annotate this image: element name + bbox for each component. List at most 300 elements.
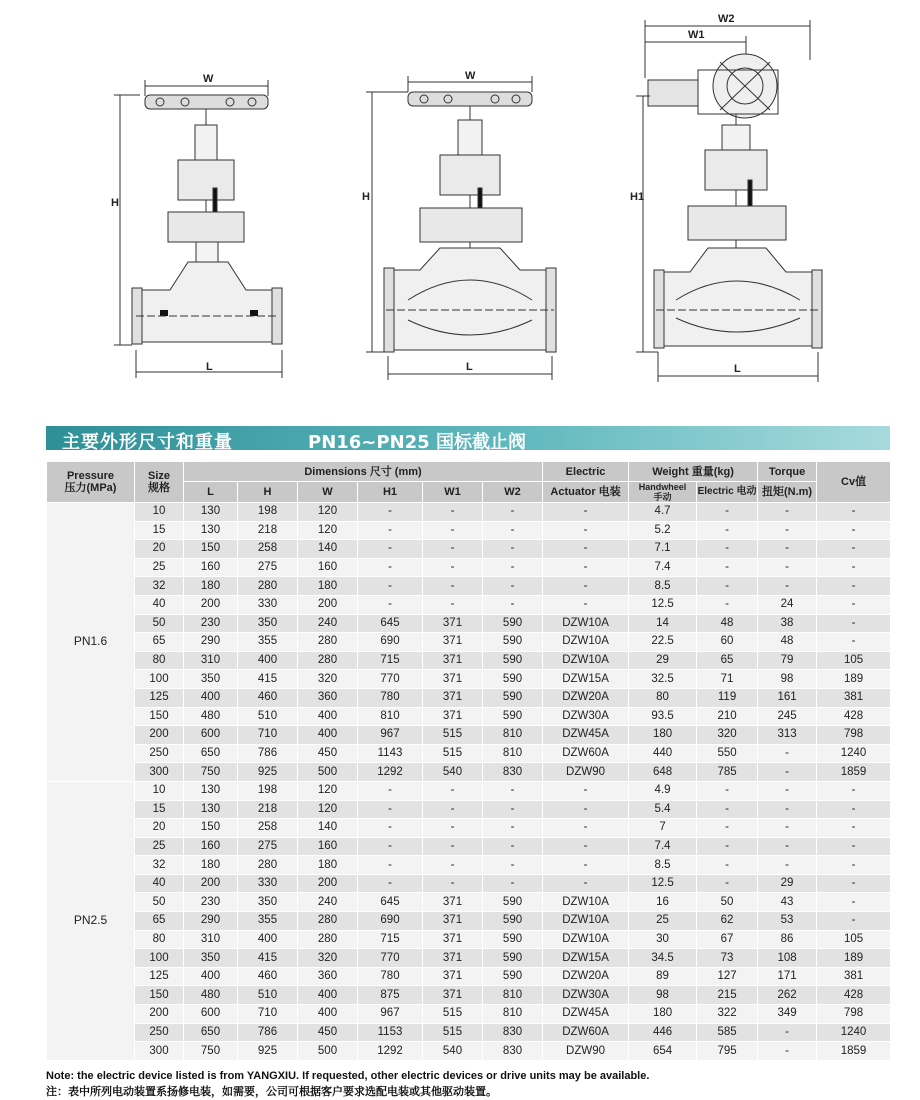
table-cell: 25	[135, 837, 184, 856]
table-cell: -	[697, 800, 758, 819]
table-cell: 371	[423, 651, 483, 670]
table-cell: -	[543, 577, 629, 596]
dim-label-h-1: H	[111, 197, 119, 209]
table-cell: 160	[184, 558, 238, 577]
table-cell: DZW90	[543, 1042, 629, 1061]
table-cell: 189	[817, 670, 891, 689]
table-cell: 119	[697, 688, 758, 707]
table-cell: 180	[629, 726, 697, 745]
table-cell: 71	[697, 670, 758, 689]
table-cell: 262	[758, 986, 817, 1005]
table-cell: 590	[483, 670, 543, 689]
table-cell: -	[358, 595, 423, 614]
table-cell: 400	[184, 688, 238, 707]
table-row	[47, 967, 891, 986]
table-cell: DZW10A	[543, 614, 629, 633]
table-cell: 280	[298, 930, 358, 949]
table-cell: 200	[298, 595, 358, 614]
header-l: L	[184, 482, 238, 503]
table-cell: 140	[298, 819, 358, 838]
table-cell: 322	[697, 1005, 758, 1024]
table-row	[47, 1023, 891, 1042]
table-cell: -	[483, 503, 543, 522]
table-cell: 140	[298, 540, 358, 559]
table-cell: 15	[135, 521, 184, 540]
note-chinese: 注：表中所列电动装置系扬修电装，如需要，公司可根据客户要求选配电装或其他驱动装置。	[46, 1085, 497, 1098]
table-cell: 89	[629, 967, 697, 986]
table-cell: 4.9	[629, 781, 697, 800]
table-cell: 200	[298, 874, 358, 893]
table-cell: 585	[697, 1023, 758, 1042]
table-cell: 280	[298, 651, 358, 670]
table-cell: 30	[629, 930, 697, 949]
header-pressure-en: Pressure	[66, 470, 115, 482]
table-cell: 798	[817, 726, 891, 745]
table-cell: DZW30A	[543, 986, 629, 1005]
spec-table-body	[47, 503, 891, 1061]
table-cell: 14	[629, 614, 697, 633]
table-cell: 480	[184, 707, 238, 726]
table-cell: 590	[483, 893, 543, 912]
table-cell: 400	[238, 930, 298, 949]
table-cell: 428	[817, 707, 891, 726]
table-cell: 7	[629, 819, 697, 838]
table-cell: 330	[238, 874, 298, 893]
table-cell: -	[358, 503, 423, 522]
table-cell: 600	[184, 1005, 238, 1024]
table-cell: 400	[184, 967, 238, 986]
table-cell: -	[758, 503, 817, 522]
table-cell: 198	[238, 503, 298, 522]
header-size-en: Size	[147, 470, 170, 482]
table-cell: 100	[135, 949, 184, 968]
table-cell: -	[697, 595, 758, 614]
table-cell: 12.5	[629, 595, 697, 614]
dim-label-w2: W2	[718, 13, 735, 25]
table-cell: 810	[358, 707, 423, 726]
table-cell: -	[423, 781, 483, 800]
table-cell: 320	[697, 726, 758, 745]
table-cell: 275	[238, 837, 298, 856]
table-cell: 400	[298, 1005, 358, 1024]
dim-label-l-3: L	[734, 363, 741, 375]
table-cell: 12.5	[629, 874, 697, 893]
header-w1: W1	[423, 482, 483, 503]
table-cell: 810	[483, 744, 543, 763]
table-cell: -	[358, 521, 423, 540]
table-cell: 40	[135, 874, 184, 893]
table-cell: 830	[483, 1042, 543, 1061]
table-cell: 360	[298, 688, 358, 707]
dim-label-w-1: W	[203, 73, 214, 85]
table-cell: -	[817, 503, 891, 522]
table-cell: 875	[358, 986, 423, 1005]
table-cell: 8.5	[629, 856, 697, 875]
table-cell: 65	[135, 633, 184, 652]
dim-label-h-2: H	[362, 191, 370, 203]
table-cell: -	[543, 558, 629, 577]
table-cell: DZW20A	[543, 967, 629, 986]
table-cell: -	[817, 893, 891, 912]
table-cell: 200	[184, 874, 238, 893]
table-cell: -	[423, 837, 483, 856]
table-cell: 218	[238, 800, 298, 819]
table-cell: 108	[758, 949, 817, 968]
table-cell: DZW10A	[543, 930, 629, 949]
table-cell: 10	[135, 781, 184, 800]
table-cell: 460	[238, 688, 298, 707]
table-row	[47, 707, 891, 726]
table-cell: 150	[135, 707, 184, 726]
table-cell: 446	[629, 1023, 697, 1042]
table-cell: 550	[697, 744, 758, 763]
table-cell: 250	[135, 1023, 184, 1042]
table-cell: -	[483, 874, 543, 893]
table-cell: -	[817, 521, 891, 540]
table-cell: -	[697, 558, 758, 577]
table-cell: 50	[135, 893, 184, 912]
table-row	[47, 614, 891, 633]
table-cell: 5.4	[629, 800, 697, 819]
table-cell: -	[543, 874, 629, 893]
table-cell: 280	[238, 856, 298, 875]
table-cell: -	[423, 819, 483, 838]
table-cell: -	[817, 781, 891, 800]
table-cell: 654	[629, 1042, 697, 1061]
table-row	[47, 726, 891, 745]
header-weight: Weight 重量(kg)	[629, 462, 758, 482]
table-cell: 200	[135, 1005, 184, 1024]
table-cell: 780	[358, 688, 423, 707]
table-cell: 105	[817, 651, 891, 670]
table-row	[47, 800, 891, 819]
table-cell: 120	[298, 521, 358, 540]
table-cell: 210	[697, 707, 758, 726]
table-cell: 515	[423, 1023, 483, 1042]
table-row	[47, 577, 891, 596]
header-w2: W2	[483, 482, 543, 503]
table-cell: 130	[184, 521, 238, 540]
table-cell: 515	[423, 1005, 483, 1024]
table-cell: 1240	[817, 744, 891, 763]
table-cell: 1859	[817, 1042, 891, 1061]
table-cell: 300	[135, 763, 184, 782]
table-cell: -	[758, 540, 817, 559]
dim-label-l-1: L	[206, 361, 213, 373]
header-h: H	[238, 482, 298, 503]
table-cell: 785	[697, 763, 758, 782]
table-cell: 428	[817, 986, 891, 1005]
table-cell: 29	[629, 651, 697, 670]
header-actuator: Actuator 电装	[543, 482, 629, 503]
pressure-cell: PN1.6	[47, 503, 135, 782]
table-cell: 125	[135, 688, 184, 707]
table-cell: 7.4	[629, 837, 697, 856]
table-cell: 160	[184, 837, 238, 856]
table-cell: 371	[423, 614, 483, 633]
valve-drawings	[0, 0, 920, 400]
note-english: Note: the electric device listed is from YANGXIU. If requested, other electric devices or drive units may be available.	[46, 1070, 650, 1082]
header-electric: Electric	[543, 462, 629, 482]
spec-table	[46, 461, 891, 1061]
table-cell: 360	[298, 967, 358, 986]
table-cell: DZW10A	[543, 893, 629, 912]
valve-drawing-electric	[636, 20, 822, 382]
table-cell: -	[483, 577, 543, 596]
table-row	[47, 503, 891, 522]
table-cell: 515	[423, 726, 483, 745]
table-cell: 590	[483, 930, 543, 949]
table-cell: 230	[184, 893, 238, 912]
table-cell: 50	[135, 614, 184, 633]
table-cell: 258	[238, 819, 298, 838]
table-cell: 371	[423, 912, 483, 931]
table-row	[47, 1042, 891, 1061]
table-cell: 381	[817, 688, 891, 707]
table-row	[47, 558, 891, 577]
table-cell: 715	[358, 651, 423, 670]
table-cell: 240	[298, 614, 358, 633]
table-cell: 130	[184, 800, 238, 819]
table-cell: 290	[184, 633, 238, 652]
table-cell: 98	[629, 986, 697, 1005]
table-cell: 925	[238, 1042, 298, 1061]
table-row	[47, 837, 891, 856]
valve-drawing-small	[114, 80, 282, 378]
table-cell: 100	[135, 670, 184, 689]
table-cell: 371	[423, 633, 483, 652]
table-cell: -	[758, 1042, 817, 1061]
table-row	[47, 856, 891, 875]
table-cell: -	[543, 595, 629, 614]
table-cell: 540	[423, 763, 483, 782]
table-cell: 648	[629, 763, 697, 782]
table-cell: -	[483, 781, 543, 800]
table-cell: 180	[629, 1005, 697, 1024]
table-cell: 8.5	[629, 577, 697, 596]
table-cell: -	[758, 781, 817, 800]
table-cell: -	[483, 558, 543, 577]
header-cv: Cv值	[817, 462, 891, 503]
table-cell: 16	[629, 893, 697, 912]
table-cell: 20	[135, 540, 184, 559]
table-cell: 590	[483, 688, 543, 707]
table-row	[47, 688, 891, 707]
table-cell: -	[483, 521, 543, 540]
table-cell: 65	[697, 651, 758, 670]
table-cell: -	[358, 837, 423, 856]
table-cell: 15	[135, 800, 184, 819]
table-cell: -	[817, 614, 891, 633]
table-cell: 4.7	[629, 503, 697, 522]
table-cell: 440	[629, 744, 697, 763]
table-cell: DZW20A	[543, 688, 629, 707]
table-cell: 645	[358, 614, 423, 633]
table-cell: -	[423, 874, 483, 893]
table-cell: 415	[238, 949, 298, 968]
table-cell: 86	[758, 930, 817, 949]
table-row	[47, 651, 891, 670]
table-row	[47, 595, 891, 614]
table-cell: 310	[184, 651, 238, 670]
table-cell: 120	[298, 503, 358, 522]
table-cell: -	[817, 912, 891, 931]
table-cell: 180	[298, 856, 358, 875]
table-cell: 189	[817, 949, 891, 968]
table-cell: -	[423, 503, 483, 522]
table-row	[47, 874, 891, 893]
table-row	[47, 986, 891, 1005]
table-cell: -	[817, 558, 891, 577]
table-cell: 371	[423, 949, 483, 968]
table-cell: -	[758, 577, 817, 596]
table-cell: -	[758, 558, 817, 577]
table-cell: 830	[483, 1023, 543, 1042]
table-cell: 715	[358, 930, 423, 949]
table-cell: 1292	[358, 763, 423, 782]
table-cell: 53	[758, 912, 817, 931]
table-cell: 290	[184, 912, 238, 931]
table-cell: DZW60A	[543, 1023, 629, 1042]
table-cell: 650	[184, 744, 238, 763]
table-row	[47, 744, 891, 763]
table-cell: 510	[238, 986, 298, 1005]
table-cell: 830	[483, 763, 543, 782]
table-cell: 540	[423, 1042, 483, 1061]
table-cell: 381	[817, 967, 891, 986]
table-cell: 400	[298, 986, 358, 1005]
table-row	[47, 781, 891, 800]
table-cell: -	[817, 633, 891, 652]
table-cell: DZW15A	[543, 949, 629, 968]
table-cell: 355	[238, 912, 298, 931]
table-cell: 371	[423, 986, 483, 1005]
table-cell: 180	[184, 856, 238, 875]
table-cell: 349	[758, 1005, 817, 1024]
table-cell: 780	[358, 967, 423, 986]
table-cell: 38	[758, 614, 817, 633]
table-cell: 460	[238, 967, 298, 986]
table-cell: -	[697, 521, 758, 540]
table-cell: 371	[423, 893, 483, 912]
valve-drawing-large	[366, 76, 556, 380]
table-cell: DZW10A	[543, 633, 629, 652]
table-cell: DZW45A	[543, 726, 629, 745]
table-cell: -	[758, 763, 817, 782]
table-cell: 161	[758, 688, 817, 707]
header-size	[135, 462, 184, 503]
table-cell: 330	[238, 595, 298, 614]
table-cell: 130	[184, 781, 238, 800]
table-cell: -	[543, 521, 629, 540]
table-cell: 371	[423, 967, 483, 986]
table-row	[47, 633, 891, 652]
table-cell: 600	[184, 726, 238, 745]
table-cell: 93.5	[629, 707, 697, 726]
table-cell: 450	[298, 1023, 358, 1042]
table-cell: -	[543, 503, 629, 522]
table-cell: 515	[423, 744, 483, 763]
table-cell: -	[697, 577, 758, 596]
table-cell: 690	[358, 912, 423, 931]
table-cell: 125	[135, 967, 184, 986]
table-cell: 320	[298, 670, 358, 689]
table-cell: 350	[238, 614, 298, 633]
header-handwheel	[629, 482, 697, 503]
table-cell: 355	[238, 633, 298, 652]
section-banner	[46, 426, 890, 453]
table-cell: 240	[298, 893, 358, 912]
table-cell: 710	[238, 1005, 298, 1024]
table-cell: 48	[697, 614, 758, 633]
pressure-cell: PN2.5	[47, 781, 135, 1060]
table-cell: 20	[135, 819, 184, 838]
table-cell: 371	[423, 930, 483, 949]
table-cell: 1153	[358, 1023, 423, 1042]
table-cell: 80	[629, 688, 697, 707]
table-cell: -	[358, 856, 423, 875]
table-cell: 180	[298, 577, 358, 596]
table-row	[47, 912, 891, 931]
table-cell: 25	[629, 912, 697, 931]
table-cell: 690	[358, 633, 423, 652]
dim-label-l-2: L	[466, 361, 473, 373]
table-cell: 1859	[817, 763, 891, 782]
table-cell: -	[817, 819, 891, 838]
table-cell: 371	[423, 688, 483, 707]
table-cell: -	[483, 540, 543, 559]
table-cell: -	[543, 540, 629, 559]
table-cell: 400	[298, 726, 358, 745]
table-cell: 67	[697, 930, 758, 949]
table-cell: 160	[298, 837, 358, 856]
table-cell: -	[483, 800, 543, 819]
table-cell: DZW60A	[543, 744, 629, 763]
table-cell: -	[423, 521, 483, 540]
table-cell: -	[697, 856, 758, 875]
table-cell: 810	[483, 1005, 543, 1024]
table-cell: 25	[135, 558, 184, 577]
table-cell: 29	[758, 874, 817, 893]
table-cell: 590	[483, 651, 543, 670]
table-cell: 645	[358, 893, 423, 912]
table-cell: -	[758, 856, 817, 875]
table-cell: 798	[817, 1005, 891, 1024]
table-cell: 32.5	[629, 670, 697, 689]
table-cell: DZW15A	[543, 670, 629, 689]
table-cell: 62	[697, 912, 758, 931]
table-cell: DZW10A	[543, 912, 629, 931]
banner-subtitle: PN16~PN25 国标截止阀	[308, 432, 526, 453]
table-cell: DZW90	[543, 763, 629, 782]
table-cell: 280	[238, 577, 298, 596]
table-cell: -	[358, 800, 423, 819]
table-cell: 120	[298, 800, 358, 819]
header-pressure	[47, 462, 135, 503]
table-cell: -	[423, 540, 483, 559]
table-cell: 650	[184, 1023, 238, 1042]
table-cell: 230	[184, 614, 238, 633]
table-cell: DZW10A	[543, 651, 629, 670]
table-cell: 275	[238, 558, 298, 577]
table-cell: -	[543, 819, 629, 838]
header-handwheel-en: Handwheel	[638, 482, 687, 492]
table-cell: -	[423, 577, 483, 596]
table-cell: 350	[184, 670, 238, 689]
table-row	[47, 763, 891, 782]
table-cell: 480	[184, 986, 238, 1005]
table-cell: 371	[423, 670, 483, 689]
